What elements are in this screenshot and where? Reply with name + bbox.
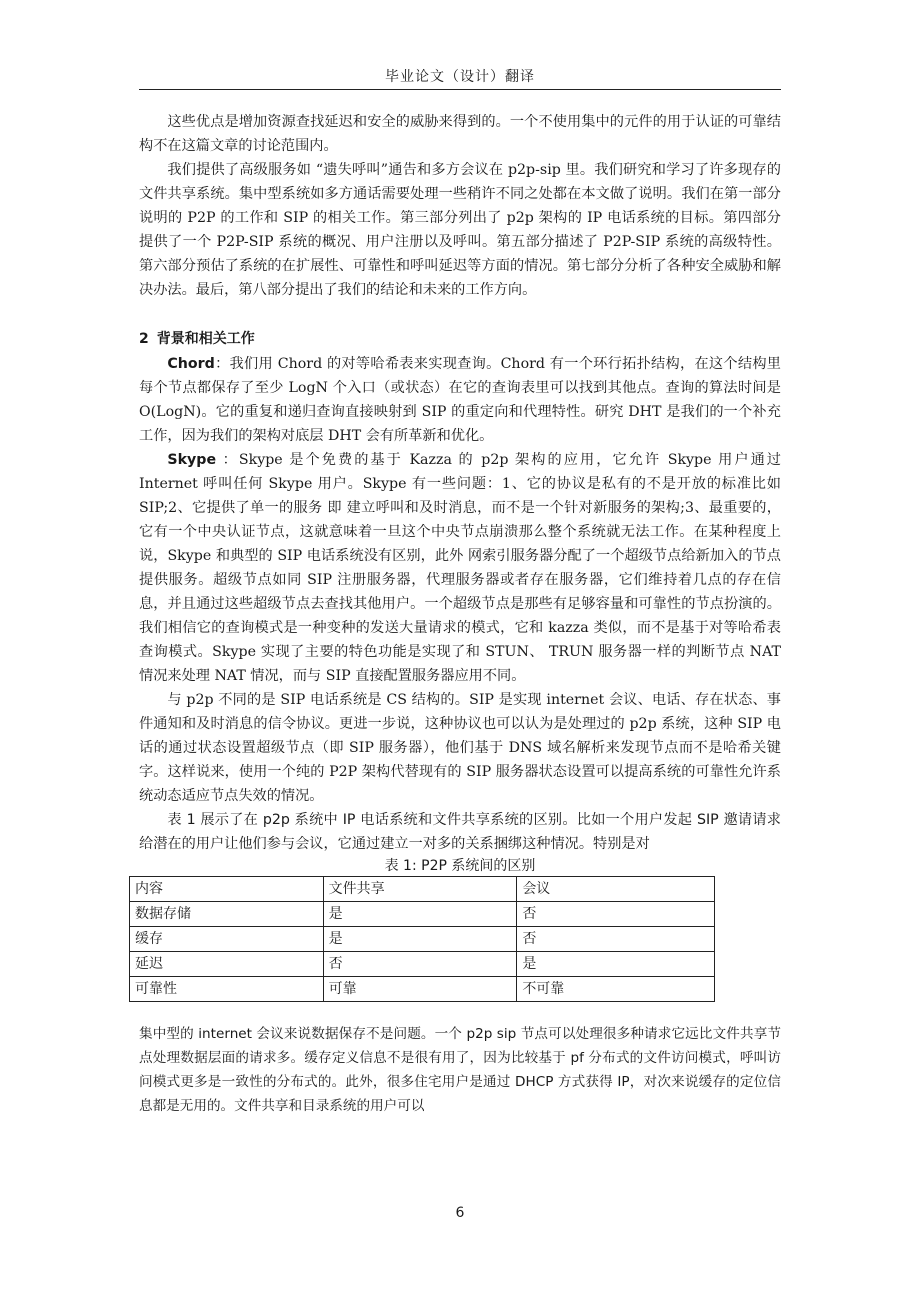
section-gap [139, 302, 781, 326]
section-title: 背景和相关工作 [156, 331, 255, 347]
table-header-row [130, 877, 715, 902]
table-header-cell: 内容 [130, 877, 324, 902]
term-chord: Chord [167, 356, 215, 372]
table-cell: 是 [517, 952, 715, 977]
table-cell: 不可靠 [517, 977, 715, 1002]
table-cell: 可靠 [323, 977, 517, 1002]
table-cell: 否 [517, 927, 715, 952]
table-cell: 数据存储 [130, 902, 324, 927]
table-row [130, 902, 715, 927]
table-cell: 否 [323, 952, 517, 977]
page-number: 6 [455, 1205, 465, 1221]
paragraph-after-table: 集中型的 internet 会议来说数据保存不是问题。一个 p2p sip 节点可以处理很多种请求它远比文件共享节点处理数据层面的请求多。缓存定义信息不是很有用了，因为比较基于 pf 分布式的文件访问模式，呼叫访问模式更多是一致性的分布式的。此外，很多住宅用户是通过 DHCP 方式获得 IP，对次来说缓存的定位信息都是无用的。文件共享和目录系统的用户可以 [139, 1026, 781, 1114]
table-header-cell: 会议 [517, 877, 715, 902]
header-divider [139, 89, 781, 90]
paragraph-skype [139, 448, 781, 688]
table-row [130, 927, 715, 952]
table-cell: 是 [323, 902, 517, 927]
comparison-table [129, 876, 715, 1002]
section-heading [139, 326, 781, 352]
paragraph-advantages: 这些优点是增加资源查找延迟和安全的威胁来得到的。一个不使用集中的元件的用于认证的可靠结构不在这篇文章的讨论范围内。 [139, 114, 781, 154]
chord-text: ：我们用 Chord 的对等哈希表来实现查询。Chord 有一个环行拓扑结构，在这个结构里每个节点都保存了至少 LogN 个入口（或状态）在它的查询表里可以找到其他点。查询的算法时间是 O(LogN)。它的重复和递归查询直接映射到 SIP 的重定向和代理特性。研究 DHT 是我们的一个补充工作，因为我们的架构对底层 DHT 会有所革新和优化。 [139, 356, 781, 444]
paragraph-table-intro: 表 1 展示了在 p2p 系统中 IP 电话系统和文件共享系统的区别。比如一个用户发起 SIP 邀请请求给潜在的用户让他们参与会议，它通过建立一对多的关系捆绑这种情况。特别是对 [139, 812, 781, 852]
table-cell: 缓存 [130, 927, 324, 952]
term-skype: Skype [167, 452, 217, 468]
table-cell: 否 [517, 902, 715, 927]
table-cell: 是 [323, 927, 517, 952]
document-body [135, 110, 781, 1132]
paragraph-chord [139, 352, 781, 448]
table-cell: 延迟 [130, 952, 324, 977]
section-number: 2 [139, 331, 149, 347]
page-header-title: 毕业论文（设计）翻译 [385, 69, 535, 85]
paragraph-overview: 我们提供了高级服务如 “遗失呼叫”通告和多方会议在 p2p-sip 里。我们研究和学习了许多现存的文件共享系统。集中型系统如多方通话需要处理一些稍许不同之处都在本文做了说明。我们在第一部分说明的 P2P 的工作和 SIP 的相关工作。第三部分列出了 p2p 架构的 IP 电话系统的目标。第四部分提供了一个 P2P-SIP 系统的概况、用户注册以及呼叫。第五部分描述了 P2P-SIP 系统的高级特性。第六部分预估了系统的在扩展性、可靠性和呼叫延迟等方面的情况。第七部分分析了各种安全威胁和解决办法。最后，第八部分提出了我们的结论和未来的工作方向。 [139, 162, 781, 298]
table-row [130, 977, 715, 1002]
table-caption: 表 1: P2P 系统间的区别 [384, 858, 536, 874]
table-cell: 可靠性 [130, 977, 324, 1002]
paragraph-sip: 与 p2p 不同的是 SIP 电话系统是 CS 结构的。SIP 是实现 internet 会议、电话、存在状态、事件通知和及时消息的信令协议。更进一步说，这种协议也可以认为是处理过的 p2p 系统，这种 SIP 电话的通过状态设置超级节点（即 SIP 服务器），他们基于 DNS 域名解析来发现节点而不是哈希关键字。这样说来，使用一个纯的 P2P 架构代替现有的 SIP 服务器状态设置可以提高系统的可靠性允许系统动态适应节点失效的情况。 [139, 692, 781, 804]
table-header-cell: 文件共享 [323, 877, 517, 902]
skype-text: ：Skype 是个免费的基于 Kazza 的 p2p 架构的应用，它允许 Skype 用户通过 Internet 呼叫任何 Skype 用户。Skype 有一些问题：1、它的协议是私有的不是开放的标准比如 SIP;2、它提供了单一的服务 即 建立呼叫和及时消息，而不是一个针对新服务的架构;3、最重要的，它有一个中央认证节点，这就意味着一旦这个中央节点崩溃那么整个系统就无法工作。在某种程度上说，Skype 和典型的 SIP 电话系统没有区别，此外 网索引服务器分配了一个超级节点给新加入的节点提供服务。超级节点如同 SIP 注册服务器，代理服务器或者存在服务器，它们维持着几点的存在信息，并且通过这些超级节点去查找其他用户。一个超级节点是那些有足够容量和可靠性的节点扮演的。我们相信它的查询模式是一种变种的发送大量请求的模式，它和 kazza 类似，而不是基于对等哈希表查询模式。Skype 实现了主要的特色功能是实现了和 STUN、 TRUN 服务器一样的判断节点 NAT 情况来处理 NAT 情况，而与 SIP 直接配置服务器应用不同。 [139, 452, 781, 684]
table-row [130, 952, 715, 977]
